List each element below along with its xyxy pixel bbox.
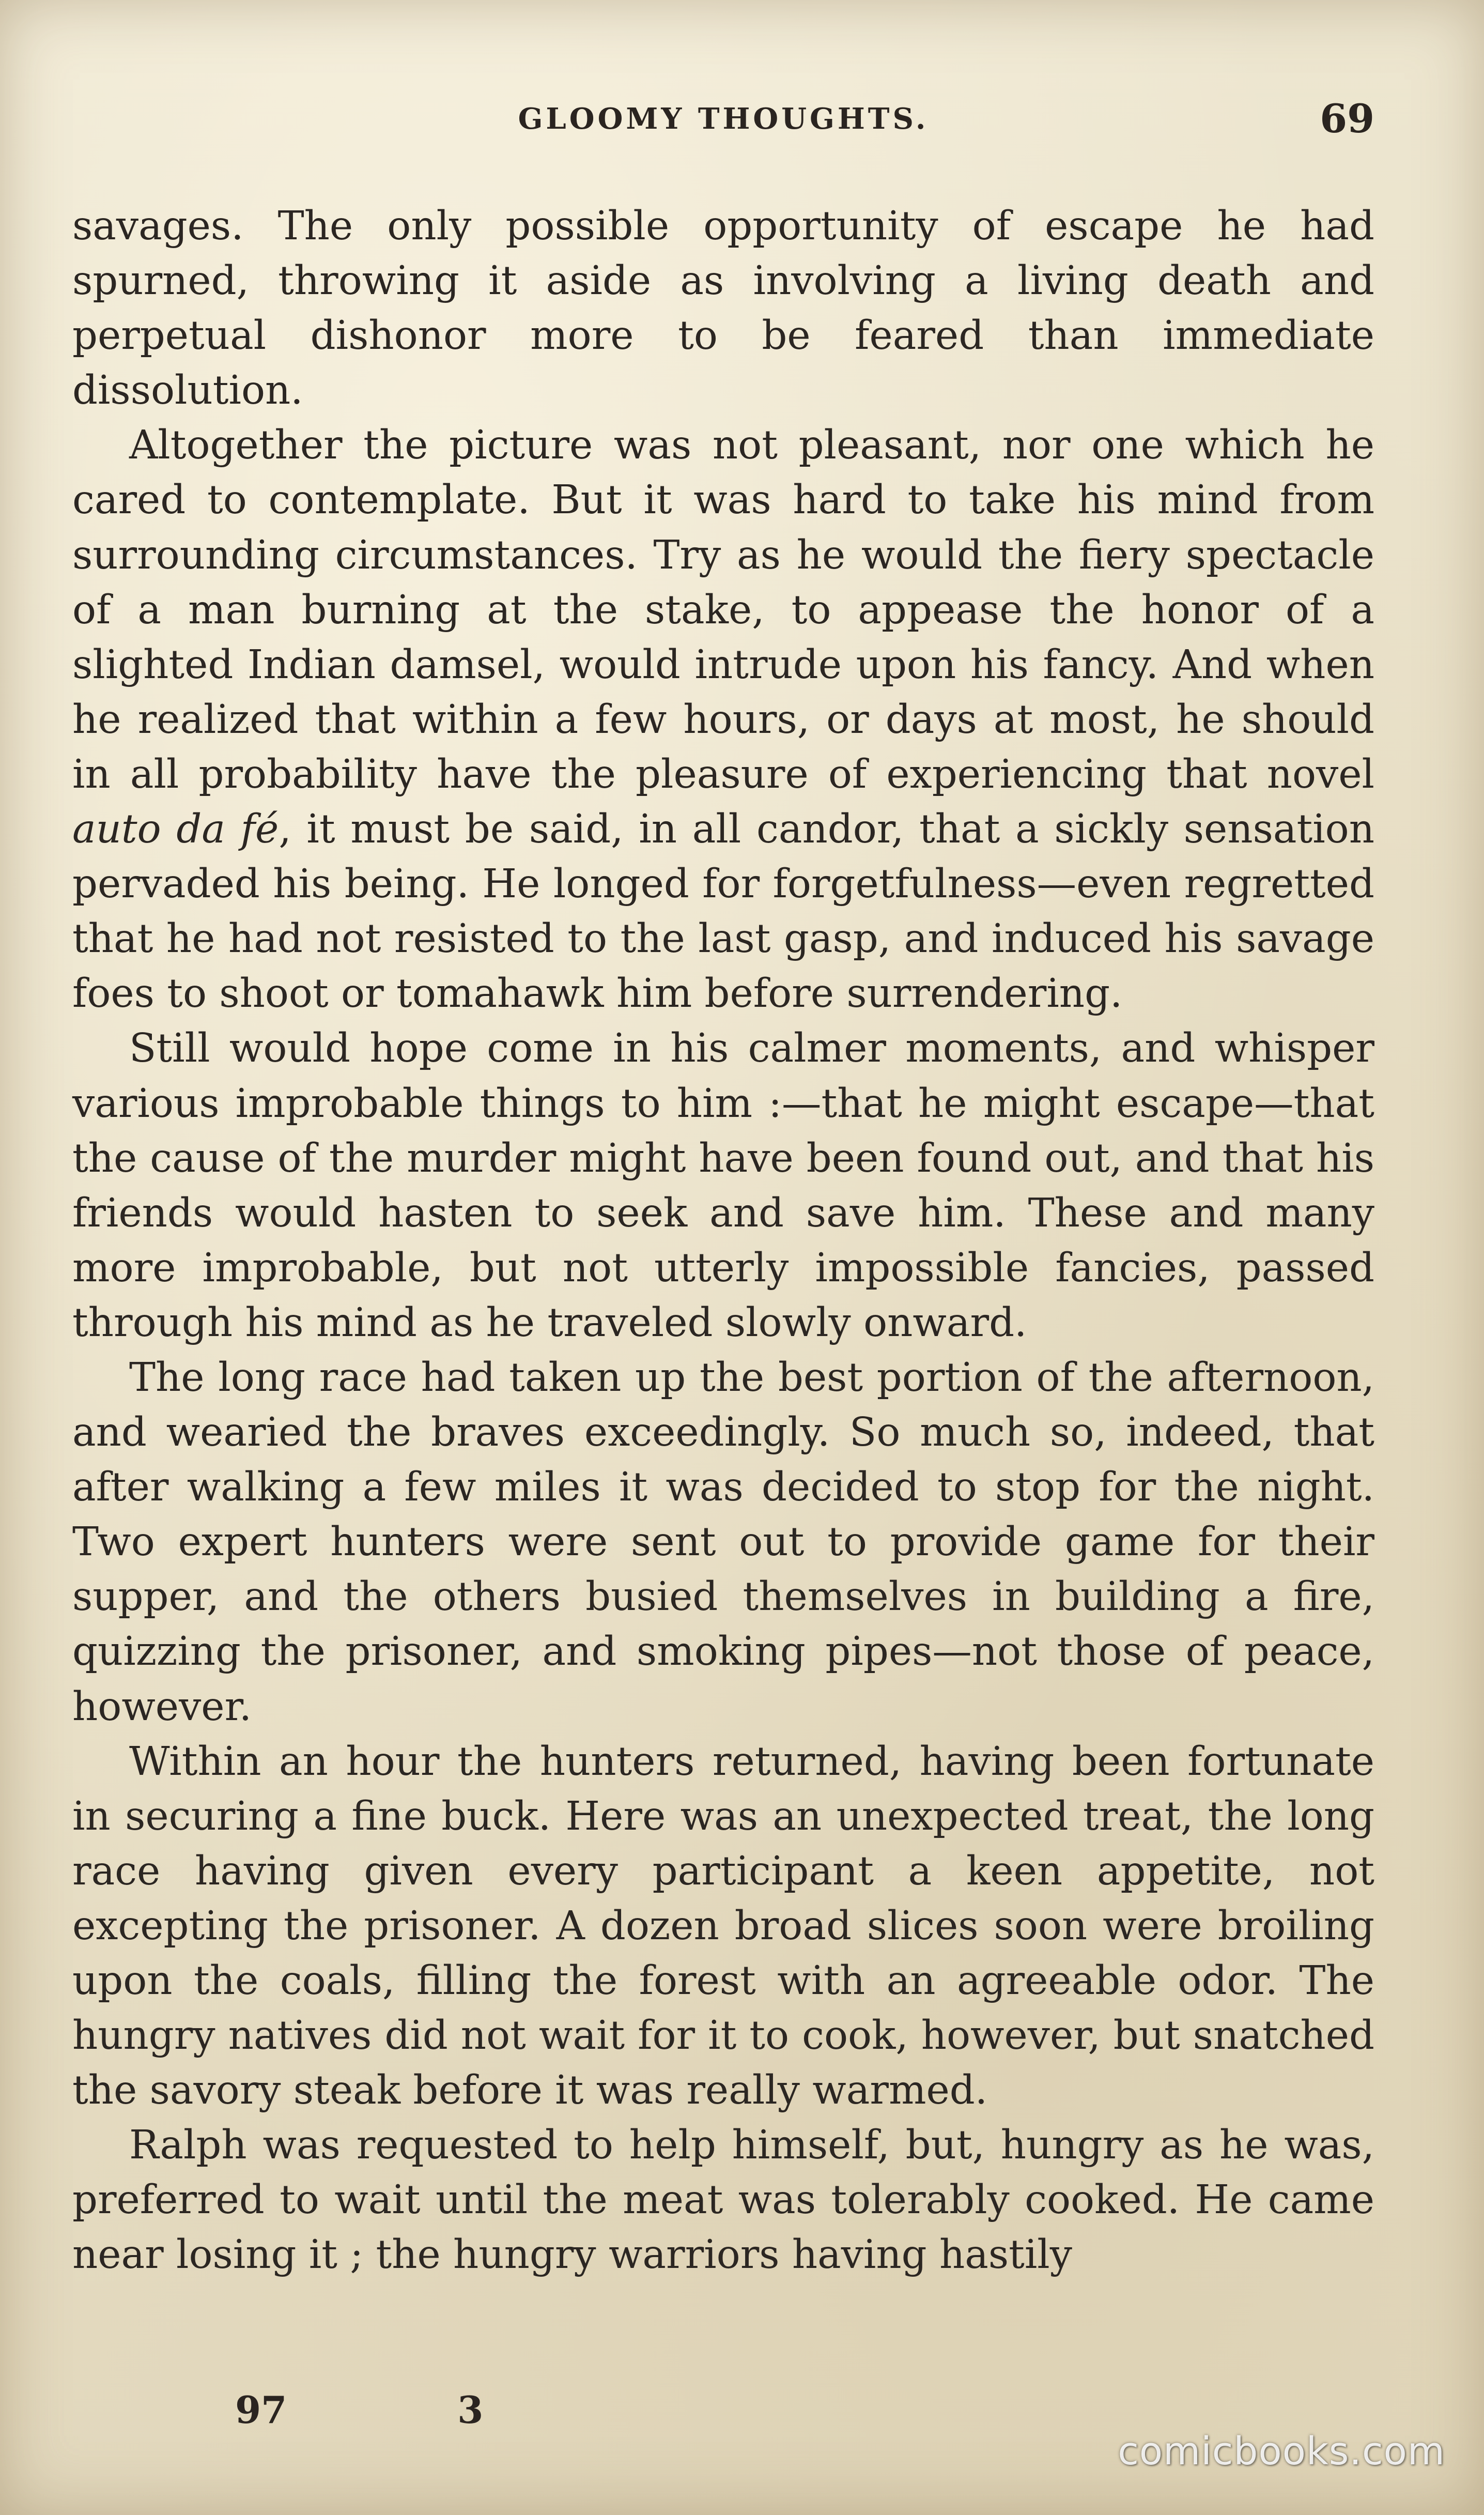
page-number: 69	[1320, 96, 1374, 142]
paragraph-2	[72, 418, 1374, 1021]
italic-phrase: auto da fé	[72, 806, 279, 853]
paragraph-2-text: Altogether the picture was not pleasant, nor one which he cared to contemplate. But it was hard to take his mind from surrounding circumstances. Try as he would the fiery spectacle of a man burning at the stake, to appease the honor of a slighted Indian damsel, would intrude upon his fancy. And when he realized that within a few hours, or days at most, he should in all probability have the pleasure of experiencing that novel	[72, 422, 1374, 798]
signature-number: 97	[235, 2388, 287, 2432]
running-title: GLOOMY THOUGHTS.	[518, 102, 929, 136]
printer-signature	[235, 2388, 483, 2432]
paragraph-3: Still would hope come in his calmer moments, and whisper various improbable things to him :—that he might escape—that the cause of the murder might have been found out, and that his friends would hasten to seek and save him. These and many more improbable, but not utterly impossible fancies, passed through his mind as he traveled slowly onward.	[72, 1025, 1374, 1346]
paragraph-2-tail: , it must be said, in all candor, that a sickly sensation pervaded his being. He longed for forgetfulness—even regretted that he had not resisted to the last gasp, and induced his savage foes to shoot or tomahawk him before surrendering.	[72, 806, 1374, 1017]
paragraph-6: Ralph was requested to help himself, but, hungry as he was, preferred to wait until the meat was tolerably cooked. He came near losing it ; the hungry warriors having hastily	[72, 2122, 1374, 2278]
paragraph-4: The long race had taken up the best portion of the afternoon, and wearied the braves exceedingly. So much so, indeed, that after walking a few miles it was decided to stop for the night. Two expert hunters were sent out to provide game for their supper, and the others busied themselves in building a fire, quizzing the prisoner, and smoking pipes—not those of peace, however.	[72, 1354, 1374, 1730]
paragraph-1: savages. The only possible opportunity of escape he had spurned, throwing it aside as involving a living death and perpetual dishonor more to be feared than immediate dissolution.	[72, 203, 1374, 414]
paragraph-5: Within an hour the hunters returned, having been fortunate in securing a fine buck. Here was an unexpected treat, the long race having given every participant a keen appetite, not excepting the prisoner. A dozen broad slices soon were broiling upon the coals, filling the forest with an agreeable odor. The hungry natives did not wait for it to cook, however, but snatched the savory steak before it was really warmed.	[72, 1738, 1374, 2114]
watermark: comicbooks.com	[1118, 2429, 1445, 2474]
signature-mark: 3	[457, 2388, 484, 2432]
running-head	[72, 96, 1374, 142]
body-text	[72, 199, 1374, 2283]
